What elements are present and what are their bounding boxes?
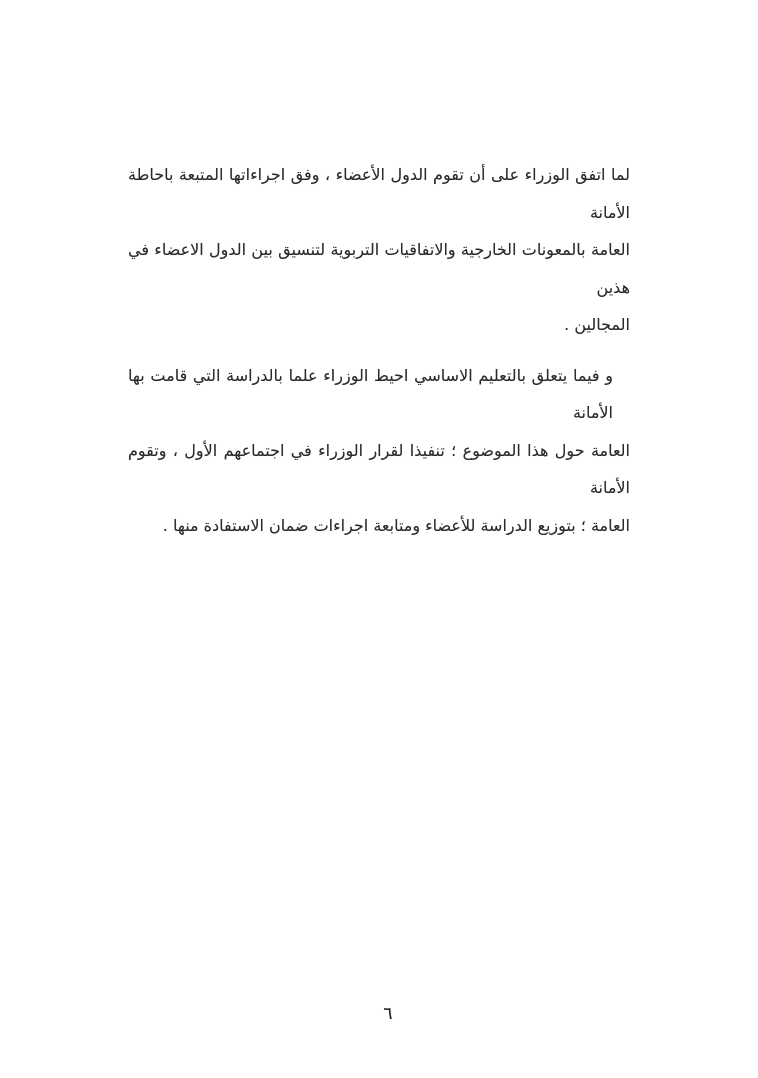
text-line: و فيما يتعلق بالتعليم الاساسي احيط الوزراء علما بالدراسة التي قامت بها الأمانة [128, 365, 613, 422]
text-line: العامة حول هذا الموضوع ؛ تنفيذا لقرار الوزراء في اجتماعهم الأول ، وتقوم الأمانة [128, 440, 630, 497]
paragraph-2 [128, 357, 630, 545]
text-line: لما اتفق الوزراء على أن تقوم الدول الأعضاء ، وفق اجراءاتها المتبعة باحاطة الأمانة [128, 165, 630, 222]
text-line: العامة ؛ بتوزيع الدراسة للأعضاء ومتابعة اجراءات ضمان الاستفادة منها . [162, 515, 630, 535]
paragraph-1 [128, 156, 630, 344]
text-block [128, 156, 630, 544]
text-line: العامة بالمعونات الخارجية والاتفاقيات التربوية لتنسيق بين الدول الاعضاء في هذين [128, 240, 630, 297]
page-number: ٦ [383, 1004, 393, 1024]
text-line: المجالين . [564, 315, 630, 334]
